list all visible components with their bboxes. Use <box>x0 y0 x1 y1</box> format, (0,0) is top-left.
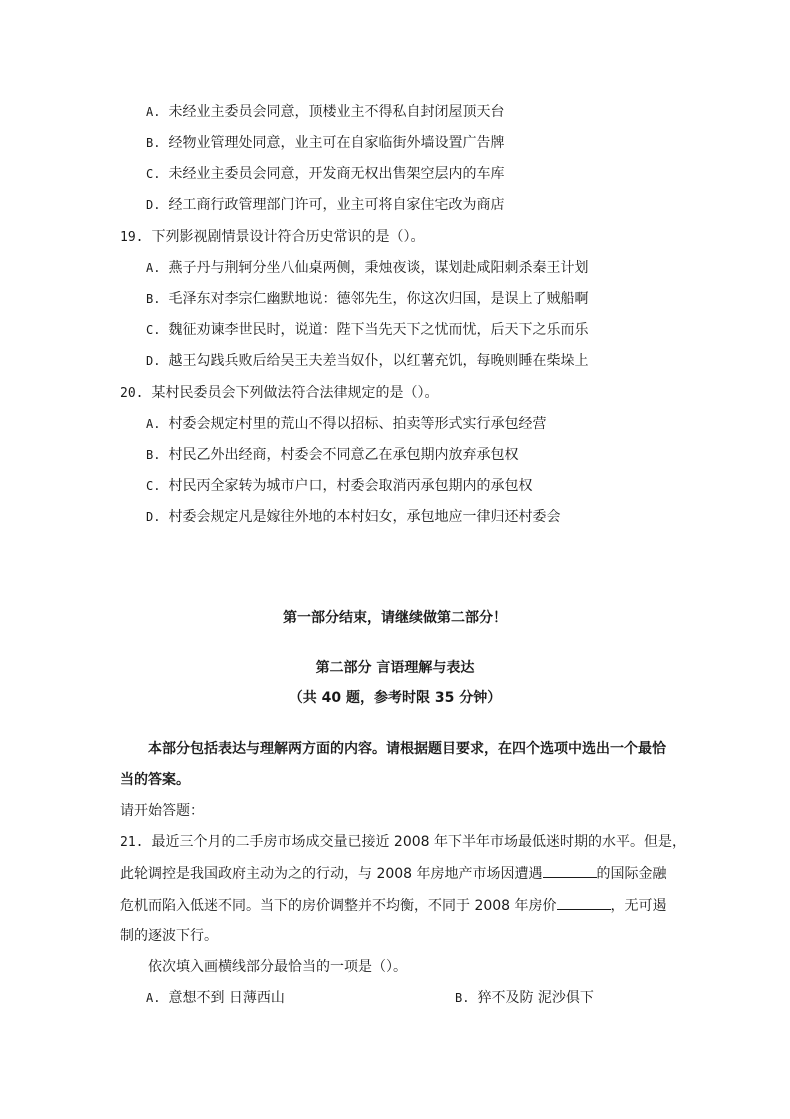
question-text: ，无可遏 <box>610 898 667 914</box>
part1-end-notice: 第一部分结束，请继续做第二部分！ <box>283 610 507 626</box>
q21-option-b <box>455 988 594 1008</box>
part2-subtitle: （共 40 题，参考时限 35 分钟） <box>288 690 502 706</box>
option-label: C. <box>146 167 161 181</box>
question-text: 某村民委员会下列做法符合法律规定的是（）。 <box>151 385 439 401</box>
q20-option-b <box>146 445 518 465</box>
option-text: 村委会规定村里的荒山不得以招标、拍卖等形式实行承包经营 <box>168 416 547 432</box>
option-text: 未经业主委员会同意，开发商无权出售架空层内的车库 <box>168 166 505 182</box>
option-label: A. <box>146 105 161 119</box>
option-text: 村民丙全家转为城市户口，村委会取消丙承包期内的承包权 <box>168 478 533 494</box>
option-text: 毛泽东对李宗仁幽默地说：德邻先生，你这次归国，是误上了贼船啊 <box>168 291 589 307</box>
q18-option-a <box>146 102 504 122</box>
option-label: A. <box>146 991 161 1005</box>
option-text: 村民乙外出经商，村委会不同意乙在承包期内放弃承包权 <box>168 447 519 463</box>
q21-line1 <box>120 832 686 853</box>
option-label: D. <box>146 510 161 524</box>
q20-option-c <box>146 476 532 496</box>
option-text: 猝不及防 泥沙俱下 <box>477 990 594 1006</box>
option-text: 燕子丹与荆轲分坐八仙桌两侧，秉烛夜谈，谋划赴咸阳刺杀秦王计划 <box>168 260 589 276</box>
q21-line2 <box>120 863 667 884</box>
q20-stem <box>120 383 438 404</box>
fill-blank-2 <box>557 895 611 910</box>
option-text: 魏征劝谏李世民时，说道：陛下当先天下之忧而忧，后天下之乐而乐 <box>168 322 589 338</box>
question-number: 19. <box>120 230 144 245</box>
option-label: D. <box>146 354 161 368</box>
question-text: 下列影视剧情景设计符合历史常识的是（）。 <box>151 229 425 245</box>
question-text: 最近三个月的二手房市场成交量已接近 2008 年下半年市场最低迷时期的水平。但是， <box>151 834 687 850</box>
q21-line3 <box>120 895 667 916</box>
part2-instruction-line1: 本部分包括表达与理解两方面的内容。请根据题目要求，在四个选项中选出一个最恰 <box>148 741 666 757</box>
option-text: 村委会规定凡是嫁往外地的本村妇女，承包地应一律归还村委会 <box>168 509 561 525</box>
option-label: B. <box>146 448 161 462</box>
option-label: A. <box>146 261 161 275</box>
part2-title: 第二部分 言语理解与表达 <box>315 660 475 676</box>
question-number: 20. <box>120 386 144 401</box>
option-text: 经工商行政管理部门许可，业主可将自家住宅改为商店 <box>168 197 505 213</box>
q19-option-d <box>146 351 588 371</box>
q19-stem <box>120 227 424 248</box>
option-label: B. <box>146 292 161 306</box>
q21-prompt: 依次填入画横线部分最恰当的一项是（）。 <box>148 959 407 975</box>
start-prompt: 请开始答题： <box>120 803 204 819</box>
option-text: 意想不到 日薄西山 <box>168 990 285 1006</box>
option-label: B. <box>146 136 161 150</box>
option-text: 越王勾践兵败后给吴王夫差当奴仆，以红薯充饥，每晚则睡在柴垛上 <box>168 353 589 369</box>
fill-blank-1 <box>543 863 597 878</box>
option-label: B. <box>455 991 470 1005</box>
question-text: 此轮调控是我国政府主动为之的行动，与 2008 年房地产市场因遭遇 <box>120 866 543 882</box>
part2-instruction-line2: 当的答案。 <box>120 772 190 788</box>
q19-option-b <box>146 289 588 309</box>
q18-option-d <box>146 195 504 215</box>
q20-option-d <box>146 507 560 527</box>
q21-option-a <box>146 988 285 1008</box>
q21-line4: 制的逐波下行。 <box>120 928 218 944</box>
option-label: D. <box>146 198 161 212</box>
option-label: C. <box>146 479 161 493</box>
q19-option-c <box>146 320 588 340</box>
option-text: 经物业管理处同意，业主可在自家临街外墙设置广告牌 <box>168 135 505 151</box>
question-text: 危机而陷入低迷不同。当下的房价调整并不均衡，不同于 2008 年房价 <box>120 898 557 914</box>
question-number: 21. <box>120 835 144 850</box>
option-text: 未经业主委员会同意，顶楼业主不得私自封闭屋顶天台 <box>168 104 505 120</box>
q18-option-b <box>146 133 504 153</box>
q18-option-c <box>146 164 504 184</box>
option-label: A. <box>146 417 161 431</box>
question-text: 的国际金融 <box>596 866 667 882</box>
q20-option-a <box>146 414 546 434</box>
q19-option-a <box>146 258 588 278</box>
option-label: C. <box>146 323 161 337</box>
